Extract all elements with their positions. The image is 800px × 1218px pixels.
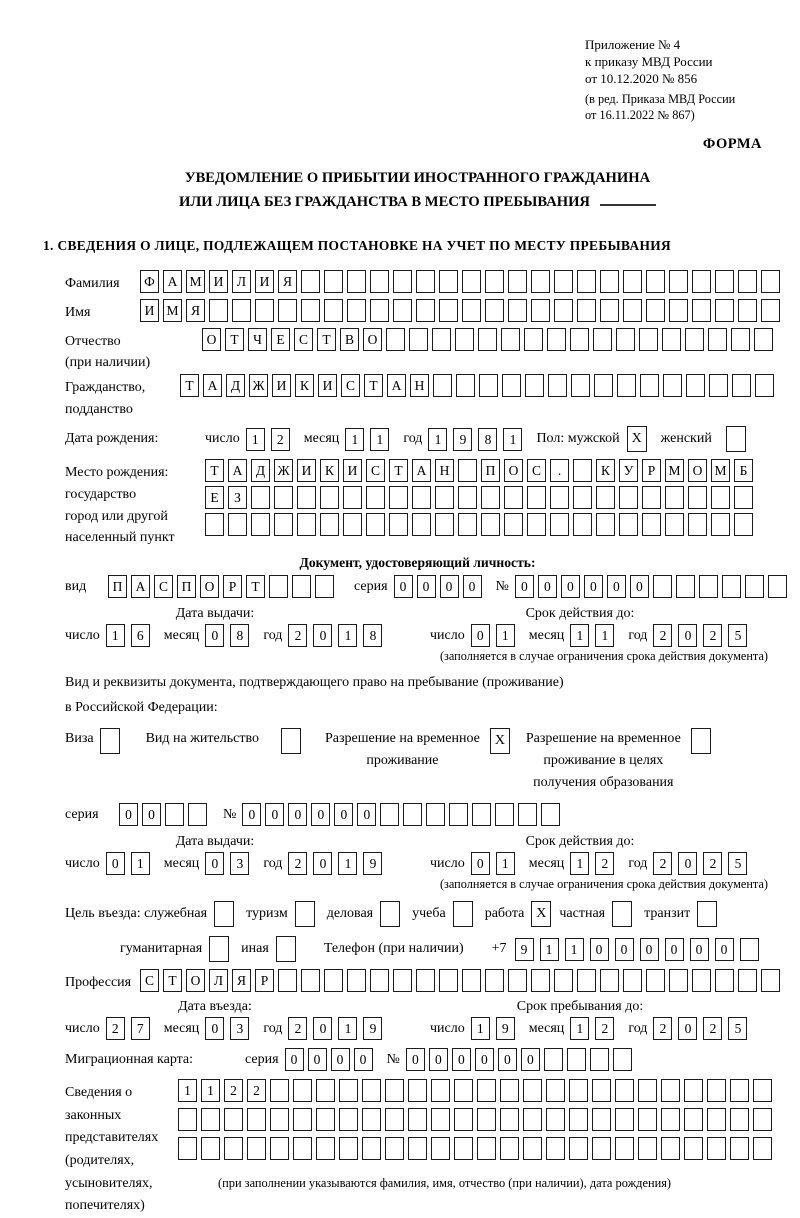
purpose-other-checkbox[interactable]: [276, 936, 296, 962]
doc-issue-month-input[interactable]: 0 8: [205, 624, 255, 647]
guardians-note: (при заполнении указываются фамилия, имя, отчество (при наличии), дата рождения): [218, 1176, 672, 1191]
res-series-label: серия: [65, 806, 99, 822]
res-valid-day-input[interactable]: 0 1: [471, 852, 521, 875]
day-label: число: [430, 627, 465, 643]
patronymic-input[interactable]: О Т Ч Е С Т В О: [202, 328, 777, 351]
purpose-transit-checkbox[interactable]: [697, 901, 717, 927]
profession-label: Профессия: [65, 975, 132, 991]
surname-label: Фамилия: [65, 276, 120, 292]
purpose-private-checkbox[interactable]: [612, 901, 632, 927]
doc-issue-heading: Дата выдачи:: [175, 606, 255, 621]
mig-series-label: серия: [245, 1051, 279, 1067]
year-label: год: [628, 627, 648, 643]
residence-permit-label: Вид на жительство: [145, 731, 259, 747]
doc-validity-note: (заполняется в случае ограничения срока действия документа): [439, 649, 768, 663]
sex-male-checkbox[interactable]: X: [627, 426, 647, 452]
mig-number-label: №: [386, 1051, 400, 1067]
appendix-line: Приложение № 4: [585, 37, 681, 52]
res-issue-year-input[interactable]: 2 0 1 9: [288, 852, 388, 875]
day-label: число: [430, 1020, 465, 1036]
entry-stay-dates: [65, 999, 790, 1040]
purpose-official-checkbox[interactable]: [214, 901, 234, 927]
year-label: год: [403, 431, 423, 447]
res-series-input[interactable]: 0 0: [119, 803, 211, 826]
purpose-private-label: частная: [559, 906, 606, 922]
appendix-line: к приказу МВД России: [585, 54, 713, 70]
doc-kind-label: вид: [65, 578, 87, 594]
birth-place-row: [65, 459, 790, 549]
form-label: ФОРМА: [702, 136, 762, 153]
guardians-label: Сведения о законных представителях (родителях, усыновителях, попечителях): [65, 1085, 159, 1214]
temp-residence-edu-option: [526, 728, 711, 793]
birth-place-row3-input[interactable]: [205, 513, 757, 536]
visa-checkbox[interactable]: [100, 728, 120, 754]
temp-residence-edu-checkbox[interactable]: [691, 728, 711, 754]
entry-month-input[interactable]: 0 3: [205, 1017, 255, 1040]
purpose-tourism-checkbox[interactable]: [295, 901, 315, 927]
given-name-label: Имя: [65, 304, 91, 320]
purpose-business-label: деловая: [326, 906, 374, 922]
phone-input[interactable]: 9 1 1 0 0 0 0 0 0: [515, 938, 765, 961]
sex-male-label: Пол: мужской: [536, 431, 620, 447]
year-label: год: [263, 855, 283, 871]
patronymic-row: [65, 328, 790, 374]
entry-day-input[interactable]: 2 7: [106, 1017, 156, 1040]
day-label: число: [430, 855, 465, 871]
migration-card-row: [65, 1048, 790, 1071]
res-valid-month-input[interactable]: 1 2: [570, 852, 620, 875]
guardians-row2-input[interactable]: [178, 1108, 776, 1131]
given-name-input[interactable]: И М Я: [140, 299, 784, 322]
sex-female-checkbox[interactable]: [726, 426, 746, 452]
purpose-study-label: учеба: [412, 906, 446, 922]
doc-kind-input[interactable]: П А С П О Р Т: [108, 575, 338, 598]
surname-row: [65, 270, 790, 295]
form-title-line2: ИЛИ ЛИЦА БЕЗ ГРАЖДАНСТВА В МЕСТО ПРЕБЫВАНИЯ: [45, 191, 790, 214]
doc-series-input[interactable]: 0 0 0 0: [394, 575, 486, 598]
purpose-humanitarian-label: гуманитарная: [120, 941, 203, 957]
guardians-inputs: [178, 1079, 776, 1191]
residence-permit-option: [146, 728, 301, 754]
year-label: год: [263, 1020, 283, 1036]
citizenship-label: Гражданство, подданство: [65, 379, 146, 417]
citizenship-row: [65, 374, 790, 420]
amendment-line: (в ред. Приказа МВД России: [585, 92, 736, 107]
amendment-line: от 16.11.2022 № 867): [585, 108, 695, 123]
profession-row: [65, 969, 790, 994]
identity-doc-dates: [65, 606, 790, 647]
res-validity-note: (заполняется в случае ограничения срока действия документа): [439, 877, 768, 892]
doc-valid-heading: Срок действия до:: [525, 606, 635, 621]
stay-day-input[interactable]: 1 9: [471, 1017, 521, 1040]
res-issue-day-input[interactable]: 0 1: [106, 852, 156, 875]
stay-month-input[interactable]: 1 2: [570, 1017, 620, 1040]
purpose-business-checkbox[interactable]: [380, 901, 400, 927]
month-label: месяц: [163, 1020, 200, 1036]
identity-doc-heading: Документ, удостоверяющий личность:: [299, 555, 536, 570]
res-number-label: №: [223, 806, 237, 822]
purpose-study-checkbox[interactable]: [453, 901, 473, 927]
doc-valid-day-input[interactable]: 0 1: [471, 624, 521, 647]
doc-issue-day-input[interactable]: 1 6: [106, 624, 156, 647]
day-label: число: [205, 431, 240, 447]
year-label: год: [263, 627, 283, 643]
migration-card-label: Миграционная карта:: [65, 1051, 194, 1067]
day-label: число: [65, 855, 100, 871]
residence-permit-checkbox[interactable]: [281, 728, 301, 754]
residence-doc-intro: Вид и реквизиты документа, подтверждающего право на пребывание (проживание) в Российской Федерации:: [65, 675, 564, 716]
temp-residence-edu-label: Разрешение на временное проживание в целях получения образования: [525, 731, 681, 790]
birth-date-label: Дата рождения:: [65, 431, 159, 447]
doc-series-label: серия: [354, 578, 388, 594]
birth-place-row1-input[interactable]: Т А Д Ж И К И С Т А Н П О С . К У Р М О М Б: [205, 459, 757, 482]
residence-doc-dates: [65, 834, 790, 875]
doc-number-label: №: [495, 578, 509, 594]
res-issue-month-input[interactable]: 0 3: [205, 852, 255, 875]
entry-year-input[interactable]: 2 0 1 9: [288, 1017, 388, 1040]
appendix-line: от 10.12.2020 № 856: [585, 71, 698, 87]
surname-input[interactable]: Ф А М И Л И Я: [140, 270, 784, 293]
birth-place-row2-input[interactable]: Е З: [205, 486, 757, 509]
stay-year-input[interactable]: 2 0 2 5: [653, 1017, 753, 1040]
entry-date-heading: Дата въезда:: [178, 999, 252, 1015]
given-name-row: [65, 299, 790, 324]
purpose-row: [65, 901, 790, 927]
guardians-row3-input[interactable]: [178, 1137, 776, 1160]
res-valid-year-input[interactable]: 2 0 2 5: [653, 852, 753, 875]
purpose-tourism-label: туризм: [246, 906, 288, 922]
appendix-reference: [585, 36, 790, 124]
guardians-row1-input[interactable]: 1 1 2 2: [178, 1079, 776, 1102]
res-issue-heading: Дата выдачи:: [175, 834, 255, 850]
birth-year-input[interactable]: 1 9 8 1: [428, 428, 528, 451]
mig-series-input[interactable]: 0 0 0 0: [285, 1048, 377, 1071]
purpose-work-checkbox[interactable]: X: [531, 901, 551, 927]
birth-month-input[interactable]: 1 1: [345, 428, 395, 451]
residence-permit-options: [65, 728, 790, 793]
residence-doc-series-row: [65, 803, 790, 826]
purpose-transit-label: транзит: [644, 906, 691, 922]
purpose-work-label: работа: [484, 906, 525, 922]
citizenship-input[interactable]: Т А Д Ж И К И С Т А Н: [180, 374, 778, 397]
year-label: год: [628, 855, 648, 871]
birth-place-inputs: [205, 459, 757, 540]
month-label: месяц: [528, 627, 565, 643]
guardians-row: [65, 1079, 790, 1218]
birth-place-label: Место рождения: государство город или другой населенный пункт: [65, 465, 175, 546]
purpose-phone-row: [120, 936, 790, 962]
purpose-other-label: иная: [241, 941, 269, 957]
doc-valid-year-input[interactable]: 2 0 2 5: [653, 624, 753, 647]
visa-label: Виза: [65, 731, 94, 747]
temp-residence-checkbox[interactable]: X: [490, 728, 510, 754]
month-label: месяц: [528, 1020, 565, 1036]
doc-number-input[interactable]: 0 0 0 0 0 0: [515, 575, 791, 598]
profession-input[interactable]: С Т О Л Я Р: [140, 969, 784, 992]
year-label: год: [628, 1020, 648, 1036]
temp-residence-label: Разрешение на временное проживание: [324, 731, 480, 769]
phone-label: Телефон (при наличии): [323, 941, 464, 957]
res-valid-heading: Срок действия до:: [525, 834, 635, 850]
form-title: [45, 167, 790, 214]
res-number-input[interactable]: 0 0 0 0 0 0: [242, 803, 564, 826]
month-label: месяц: [528, 855, 565, 871]
title-blank-underline: [600, 192, 656, 206]
purpose-humanitarian-checkbox[interactable]: [209, 936, 229, 962]
doc-issue-year-input[interactable]: 2 0 1 8: [288, 624, 388, 647]
visa-option: [65, 728, 120, 754]
form-title-line1: УВЕДОМЛЕНИЕ О ПРИБЫТИИ ИНОСТРАННОГО ГРАЖДАНИНА: [184, 170, 651, 187]
patronymic-label: Отчество (при наличии): [65, 333, 151, 371]
purpose-label: Цель въезда: служебная: [65, 906, 208, 922]
month-label: месяц: [163, 855, 200, 871]
mig-number-input[interactable]: 0 0 0 0 0 0: [406, 1048, 636, 1071]
birth-day-input[interactable]: 1 2: [246, 428, 296, 451]
sex-female-label: женский: [660, 431, 712, 447]
day-label: число: [65, 627, 100, 643]
doc-valid-month-input[interactable]: 1 1: [570, 624, 620, 647]
birth-date-row: [65, 426, 790, 452]
month-label: месяц: [303, 431, 340, 447]
phone-prefix: +7: [491, 941, 507, 957]
section1-heading: 1. СВЕДЕНИЯ О ЛИЦЕ, ПОДЛЕЖАЩЕМ ПОСТАНОВКЕ НА УЧЕТ ПО МЕСТУ ПРЕБЫВАНИЯ: [43, 238, 672, 254]
day-label: число: [65, 1020, 100, 1036]
stay-until-heading: Срок пребывания до:: [516, 999, 644, 1015]
month-label: месяц: [163, 627, 200, 643]
identity-doc-row: [65, 575, 790, 598]
temp-residence-option: [325, 728, 510, 771]
